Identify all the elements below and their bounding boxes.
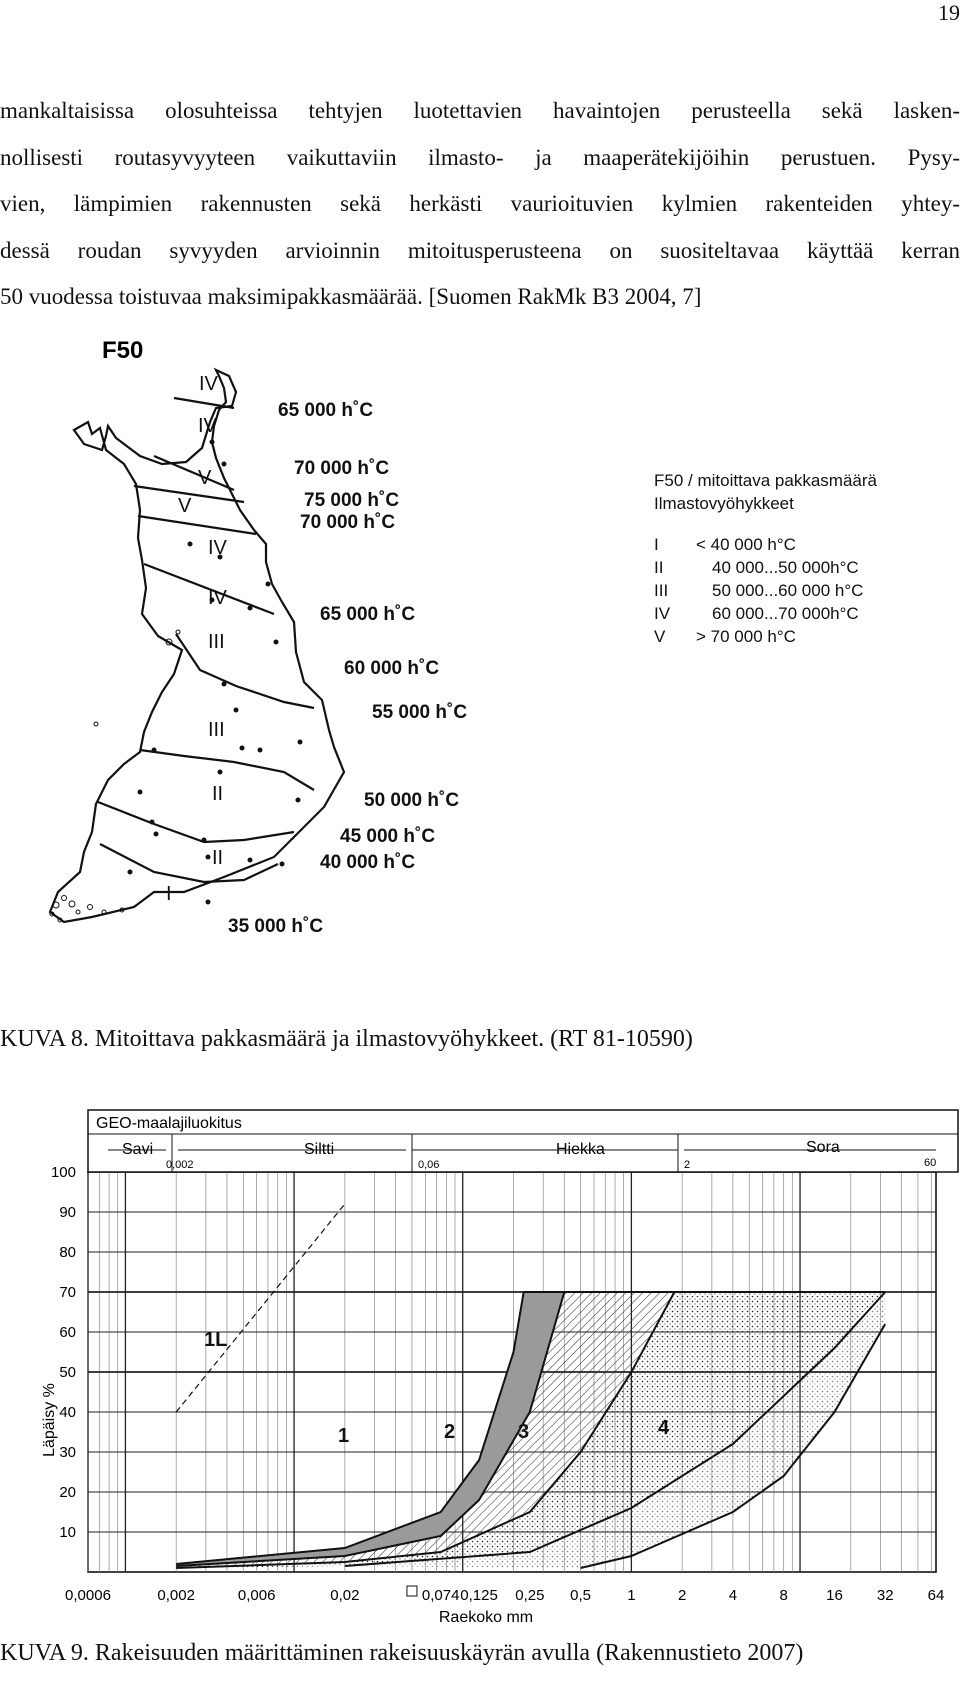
zone-label: IV <box>198 415 217 437</box>
zone-label: V <box>178 495 192 517</box>
figure-8-caption: KUVA 8. Mitoittava pakkasmäärä ja ilmastovyöhykkeet. (RT 81-10590) <box>0 1026 693 1052</box>
soil-class-label: Savi <box>122 1141 154 1158</box>
x-tick-label: 0,006 <box>237 1587 276 1604</box>
legend-subtitle: Ilmastovyöhykkeet <box>654 494 794 513</box>
paragraph-line: dessä roudan syvyyden arvioinnin mitoitusperusteena on suositeltavaa käyttää kerran <box>0 237 960 263</box>
x-tick-label: 0,0006 <box>65 1587 111 1604</box>
isoline-label: 65 000 h˚C <box>278 400 374 421</box>
isoline-label: 40 000 h˚C <box>320 852 416 873</box>
area-label-2: 2 <box>444 1421 456 1443</box>
zone-label: III <box>208 719 225 741</box>
y-tick-label: 90 <box>59 1204 76 1221</box>
legend-zone: III <box>654 581 669 600</box>
x-tick-label: 16 <box>826 1587 843 1604</box>
isoline-label: 60 000 h˚C <box>344 658 440 679</box>
legend-value: > 70 000 h°C <box>696 627 796 646</box>
zone-label: IV <box>199 373 218 395</box>
map-title: F50 <box>102 337 144 364</box>
zone-label: III <box>208 631 225 653</box>
x-tick-labels <box>65 1587 944 1604</box>
y-tick-label: 70 <box>59 1284 76 1301</box>
isoline-label: 70 000 h˚C <box>300 512 396 533</box>
geo-classification-header <box>88 1110 958 1172</box>
zone-label: II <box>212 783 224 805</box>
x-tick-label: 1 <box>627 1587 636 1604</box>
legend-title: F50 / mitoittava pakkasmäärä <box>654 471 877 490</box>
y-tick-label: 20 <box>59 1484 76 1501</box>
y-tick-label: 40 <box>59 1404 76 1421</box>
legend-zone: II <box>654 558 664 577</box>
legend-value: < 40 000 h°C <box>696 535 796 554</box>
legend-zone: V <box>654 627 666 646</box>
isoline-label: 50 000 h˚C <box>364 790 460 811</box>
area-label-3: 3 <box>518 1421 530 1443</box>
x-tick-label: 0,5 <box>570 1587 592 1604</box>
x-tick-label: 0,074 <box>421 1587 460 1604</box>
legend-zone: I <box>654 535 659 554</box>
paragraph-line: vien, lämpimien rakennusten sekä herkästi vaurioituvien kylmien rakenteiden yhtey- <box>0 191 960 216</box>
x-tick-label: 32 <box>876 1587 894 1604</box>
legend-value: 40 000...50 000h°C <box>712 558 859 577</box>
x-tick-label: 0,125 <box>460 1587 498 1604</box>
x-tick-label: 64 <box>927 1587 945 1604</box>
y-tick-labels <box>51 1164 76 1541</box>
legend-zone: IV <box>654 604 671 623</box>
header-title: GEO-maalajiluokitus <box>96 1115 242 1132</box>
map-legend <box>654 471 878 646</box>
area-label-1L: 1L <box>204 1329 228 1351</box>
class-boundary: 60 <box>924 1157 937 1169</box>
y-tick-label: 50 <box>59 1364 76 1381</box>
paragraph-line: 50 vuodessa toistuvaa maksimipakkasmäärää. [Suomen RakMk B3 2004, 7] <box>0 284 702 309</box>
x-tick-label: 0,25 <box>515 1587 545 1604</box>
y-tick-label: 80 <box>59 1244 76 1261</box>
body-paragraph <box>0 88 960 321</box>
zone-label: II <box>212 847 224 869</box>
class-boundary: 2 <box>684 1159 691 1171</box>
y-tick-label: 60 <box>59 1324 76 1341</box>
zone-label: V <box>198 467 212 489</box>
archipelago-islands <box>50 630 180 922</box>
soil-class-label: Siltti <box>304 1141 335 1158</box>
x-tick-label: 0,002 <box>157 1587 195 1604</box>
x-tick-label: 8 <box>779 1587 788 1604</box>
isoline-label: 65 000 h˚C <box>320 604 416 625</box>
paragraph-line: nollisesti routasyvyyteen vaikuttaviin ilmasto- ja maaperätekijöihin perustuen. Pysy- <box>0 144 960 170</box>
isoline-label: 70 000 h˚C <box>294 458 390 479</box>
zone-label: IV <box>208 537 227 559</box>
isoline-label: 35 000 h˚C <box>228 916 324 937</box>
class-boundary: 0,06 <box>418 1159 440 1171</box>
isoline-label: 45 000 h˚C <box>340 826 436 847</box>
isoline-label: 75 000 h˚C <box>304 490 400 511</box>
y-tick-label: 100 <box>50 1164 76 1181</box>
x-axis-label: Raekoko mm <box>438 1609 534 1626</box>
x-tick-label: 4 <box>728 1587 738 1604</box>
area-label-1: 1 <box>338 1425 350 1447</box>
soil-class-label: Sora <box>806 1139 840 1156</box>
y-tick-label: 30 <box>59 1444 76 1461</box>
grain-size-chart <box>36 1110 960 1630</box>
marker-square <box>407 1586 417 1596</box>
grain-size-svg <box>36 1110 960 1630</box>
legend-value: 50 000...60 000 h°C <box>712 581 864 600</box>
y-tick-label: 10 <box>59 1524 76 1541</box>
soil-class-label: Hiekka <box>556 1141 605 1158</box>
isoline-label: 55 000 h˚C <box>372 702 468 723</box>
zone-label: I <box>166 883 172 905</box>
x-tick-label: 2 <box>677 1587 687 1604</box>
class-boundary: 0,002 <box>166 1159 194 1171</box>
frost-map-figure <box>44 337 964 992</box>
zone-label: IV <box>208 587 227 609</box>
paragraph-line: mankaltaisissa olosuhteissa tehtyjen luotettavien havaintojen perusteella sekä lasken- <box>0 98 960 123</box>
x-tick-label: 0,02 <box>330 1587 360 1604</box>
isoline-labels <box>228 400 467 937</box>
legend-value: 60 000...70 000h°C <box>712 604 859 623</box>
figure-9-caption: KUVA 9. Rakeisuuden määrittäminen rakeisuuskäyrän avulla (Rakennustieto 2007) <box>0 1640 804 1666</box>
y-axis-label: Läpäisy % <box>41 1383 58 1457</box>
area-label-4: 4 <box>658 1417 670 1439</box>
finland-map <box>44 337 964 992</box>
page-number: 19 <box>938 0 960 25</box>
